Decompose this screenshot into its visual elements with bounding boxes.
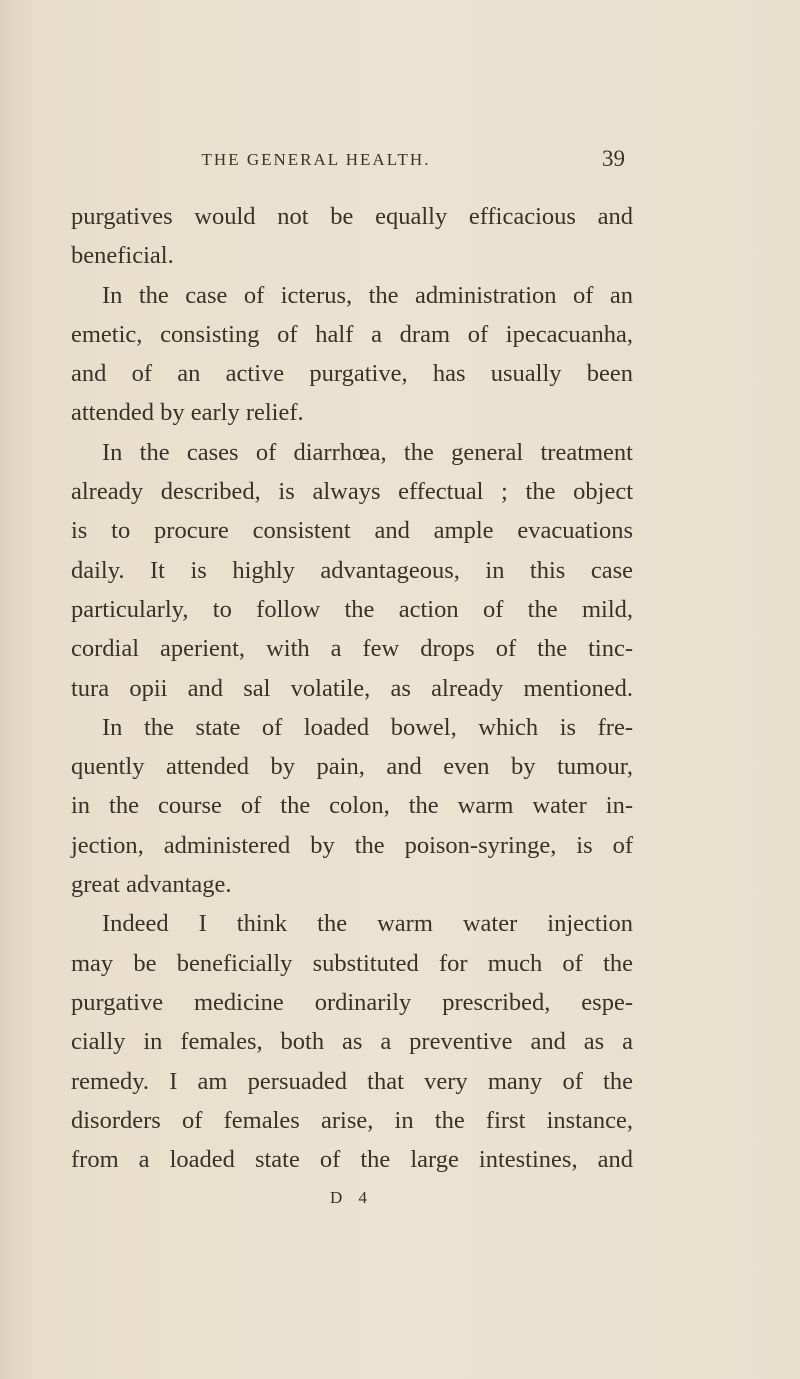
- page-number: 39: [602, 146, 625, 171]
- text-line: In the cases of diarrhœa, the general treatment: [102, 438, 633, 466]
- text-line: emetic, consisting of half a dram of ipecacuanha,: [71, 320, 633, 348]
- text-line: from a loaded state of the large intestines, and: [71, 1146, 633, 1174]
- text-line: purgative medicine ordinarily prescribed, espe-: [71, 988, 633, 1016]
- text-line: and of an active purgative, has usually been: [71, 360, 633, 388]
- text-line: beneficial.: [71, 242, 174, 270]
- page-header: [71, 146, 633, 178]
- text-line: Indeed I think the warm water injection: [102, 910, 633, 938]
- text-line: may be beneficially substituted for much of the: [71, 949, 633, 977]
- text-line: daily. It is highly advantageous, in this case: [71, 556, 633, 584]
- text-line: great advantage.: [71, 871, 232, 899]
- text-line: In the state of loaded bowel, which is fre-: [102, 713, 633, 741]
- text-line: cordial aperient, with a few drops of the tinc-: [71, 635, 633, 663]
- text-line: remedy. I am persuaded that very many of the: [71, 1067, 633, 1095]
- text-line: purgatives would not be equally efficacious and: [71, 203, 633, 230]
- text-line: attended by early relief.: [71, 399, 304, 427]
- text-line: tura opii and sal volatile, as already mentioned.: [71, 674, 633, 702]
- text-line: is to procure consistent and ample evacuations: [71, 517, 633, 545]
- body-text: [71, 197, 633, 1179]
- text-line: In the case of icterus, the administration of an: [102, 281, 633, 309]
- text-line: jection, administered by the poison-syringe, is of: [71, 831, 633, 859]
- text-line: in the course of the colon, the warm water in-: [71, 792, 633, 820]
- text-line: particularly, to follow the action of the mild,: [71, 595, 633, 623]
- running-title: THE GENERAL HEALTH.: [201, 150, 431, 169]
- text-line: disorders of females arise, in the first instance,: [71, 1106, 633, 1134]
- text-line: cially in females, both as a preventive and as a: [71, 1028, 633, 1056]
- text-line: quently attended by pain, and even by tumour,: [71, 753, 633, 781]
- signature-mark: D 4: [330, 1188, 374, 1207]
- text-line: already described, is always effectual ; the object: [71, 478, 633, 506]
